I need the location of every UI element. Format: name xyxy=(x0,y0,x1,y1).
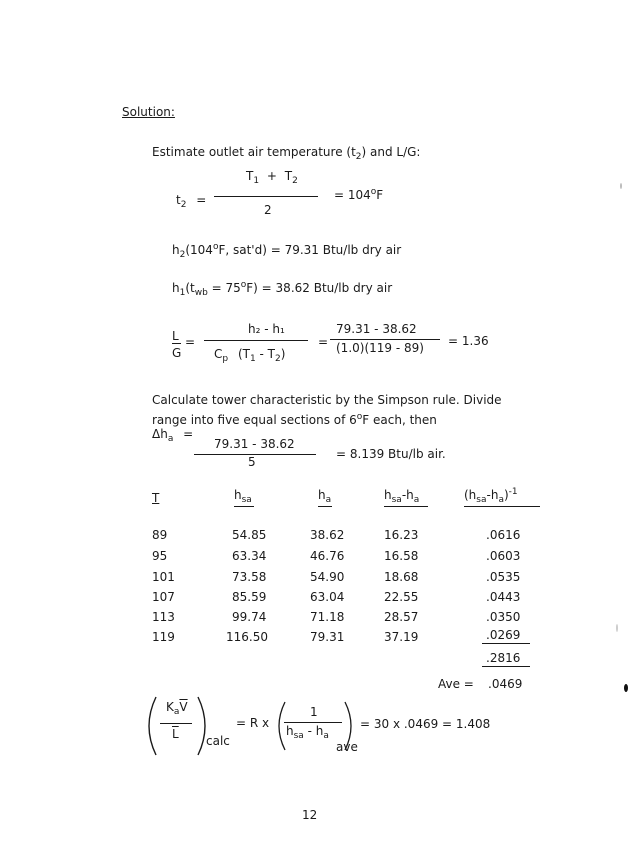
table-header-inverse-underline xyxy=(464,506,540,507)
cell-diff: 37.19 xyxy=(384,630,419,644)
lg-denominator: $C_p$ $(T_1 - T_2)$ xyxy=(214,347,286,364)
lg-numerator2: 79.31 - 38.62 xyxy=(336,322,417,336)
scan-speck xyxy=(616,624,618,632)
scan-speck xyxy=(620,183,622,189)
lg-denominator2: (1.0)(119 - 89) xyxy=(336,341,424,355)
cell-hsa: 99.74 xyxy=(232,610,267,624)
cell-t: 89 xyxy=(152,528,168,542)
cell-ha: 79.31 xyxy=(310,630,345,644)
eq-r: = R x xyxy=(236,716,270,730)
kav-denominator: $\overline{L}$ xyxy=(172,727,179,741)
table-header-hsa: $h_{sa}$ xyxy=(234,488,252,505)
ave-label: Ave = xyxy=(438,677,474,691)
table-header-hsa-underline xyxy=(234,506,254,507)
cell-t: 101 xyxy=(152,570,175,584)
eq1-lhs: $t_2$ = xyxy=(176,193,207,210)
cell-inverse: .0535 xyxy=(486,570,521,584)
cell-ha: 71.18 xyxy=(310,610,345,624)
cell-t: 95 xyxy=(152,549,168,563)
one-numerator: 1 xyxy=(310,705,318,719)
cell-inverse: .0616 xyxy=(486,528,521,542)
table-header-hsa-ha-underline xyxy=(384,506,428,507)
hsa-ha-denominator: $h_{sa} - h_a$ xyxy=(286,724,329,741)
h1-line: $h_1(t_{wb} = 75^oF) = 38.62$ Btu/lb dry air xyxy=(172,280,393,298)
kav-fraction-bar xyxy=(160,723,192,724)
scan-speck xyxy=(624,684,628,692)
lg-result: = 1.36 xyxy=(448,334,489,348)
table-header-inverse: $(h_{sa}-h_a)^{-1}$ xyxy=(464,487,518,505)
ave-value: .0469 xyxy=(488,677,523,691)
cell-hsa: 73.58 xyxy=(232,570,267,584)
cell-hsa: 54.85 xyxy=(232,528,267,542)
eq1-fraction-bar xyxy=(214,196,318,197)
solution-heading: Solution: xyxy=(122,105,175,119)
lg-G: G xyxy=(172,346,182,360)
cell-t: 119 xyxy=(152,630,175,644)
final-result: = 30 x .0469 = 1.408 xyxy=(360,717,491,731)
cell-inverse: .0350 xyxy=(486,610,521,624)
lg-L: L xyxy=(172,329,179,343)
cell-diff: 28.57 xyxy=(384,610,419,624)
table-sum: .2816 xyxy=(486,651,521,665)
cell-hsa: 116.50 xyxy=(226,630,268,644)
h2-line: $h_2(104^oF$, sat'd) = 79.31 Btu/lb dry air xyxy=(172,242,402,260)
cell-inverse: .0443 xyxy=(486,590,521,604)
dh-numerator: 79.31 - 38.62 xyxy=(214,437,295,451)
cell-diff: 22.55 xyxy=(384,590,419,604)
lg-fraction-bar xyxy=(204,340,308,341)
left-paren-large xyxy=(140,695,160,757)
lg-eq2: = xyxy=(318,335,329,349)
cell-ha: 54.90 xyxy=(310,570,345,584)
dh-lhs: $\Delta h_a$ = xyxy=(152,427,194,444)
para-line1: Calculate tower characteristic by the Simpson rule. Divide xyxy=(152,393,502,407)
dh-result: = 8.139 Btu/lb air. xyxy=(336,447,446,461)
cell-ha: 63.04 xyxy=(310,590,345,604)
cell-diff: 18.68 xyxy=(384,570,419,584)
intro-end: ) and L/G: xyxy=(361,145,421,159)
ave-sub: ave xyxy=(336,740,358,754)
page-number: 12 xyxy=(302,808,318,822)
para-line2: range into five equal sections of 6$^o$F each, then xyxy=(152,412,437,427)
cell-t: 113 xyxy=(152,610,175,624)
cell-hsa: 63.34 xyxy=(232,549,267,563)
sum-rule-bottom xyxy=(482,666,530,667)
lg-LG-bar xyxy=(172,343,181,344)
lg-fraction-bar2 xyxy=(330,339,440,340)
one-fraction-bar xyxy=(284,722,342,723)
cell-diff: 16.58 xyxy=(384,549,419,563)
kav-numerator: $K_a\overline{V}$ xyxy=(166,700,188,717)
table-header-hsa-ha: $h_{sa}-h_a$ xyxy=(384,488,420,505)
cell-ha: 46.76 xyxy=(310,549,345,563)
table-header-ha-underline xyxy=(318,506,332,507)
intro-text xyxy=(152,145,421,162)
intro-sub: 2 xyxy=(355,152,362,162)
eq1-result: = $104^oF$ xyxy=(334,187,384,202)
lg-eq: = xyxy=(185,335,196,349)
cell-t: 107 xyxy=(152,590,175,604)
calc-sub: calc xyxy=(206,734,230,748)
table-header-t: T xyxy=(152,491,160,505)
eq1-denominator: 2 xyxy=(264,203,272,217)
cell-hsa: 85.59 xyxy=(232,590,267,604)
intro-part: Estimate outlet air temperature (t xyxy=(152,145,356,159)
table-header-ha: $h_a$ xyxy=(318,488,332,505)
cell-ha: 38.62 xyxy=(310,528,345,542)
cell-inverse: .0603 xyxy=(486,549,521,563)
lg-numerator: h₂ - h₁ xyxy=(248,322,285,336)
cell-diff: 16.23 xyxy=(384,528,419,542)
cell-inverse: .0269 xyxy=(486,628,521,642)
eq1-numerator: $T_1 + T_2$ xyxy=(246,169,298,186)
sum-rule xyxy=(482,643,530,644)
dh-denominator: 5 xyxy=(248,455,256,469)
